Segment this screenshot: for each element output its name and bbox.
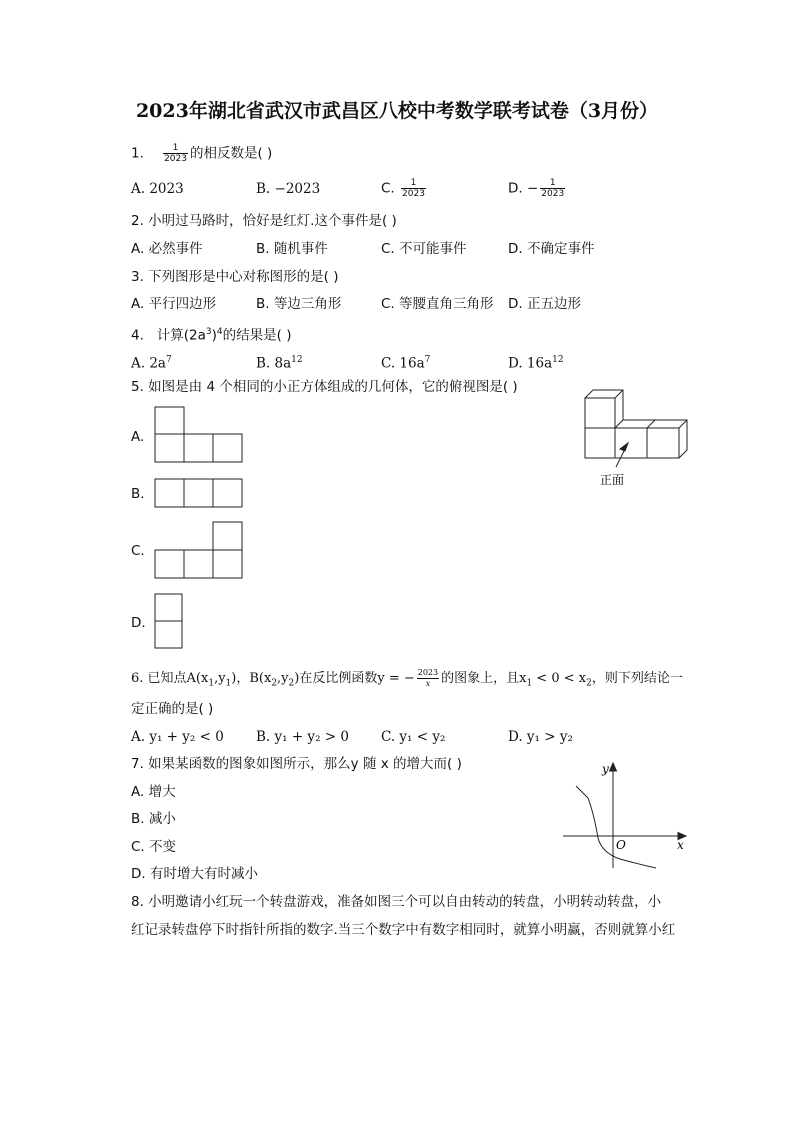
q6-option-a[interactable]: A. y₁ + y₂ < 0 xyxy=(131,729,224,745)
question-5: 5. 如图是由 4 个相同的小正方体组成的几何体，它的俯视图是( ) xyxy=(131,379,518,395)
q4-option-d[interactable]: D. $16a^{12}$ xyxy=(508,355,564,372)
q5-option-d[interactable]: D. xyxy=(131,615,146,631)
q1-option-b[interactable]: B. −2023 xyxy=(256,181,321,197)
question-4: 4. 计算$(2a^3)^4$的结果是( ) xyxy=(131,327,292,344)
question-6: 6. 已知点$A(x_1,y_1)$，$B(x_2,y_2)$在反比例函数y = − $\frac{2023}{x}$ 的图象上，且$x_1 < 0 < x_2$，则下列结论一 xyxy=(131,668,683,689)
q1-option-d[interactable]: D. − $\frac{1}{2023}$ xyxy=(508,178,565,199)
front-label: 正面 xyxy=(600,473,625,487)
q7-function-graph xyxy=(558,758,693,873)
question-8-line2: 红记录转盘停下时指针所指的数字.当三个数字中有数字相同时，就算小明赢，否则就算小红 xyxy=(131,922,676,938)
q5-option-b[interactable]: B. xyxy=(131,486,145,502)
axis-y-label: y xyxy=(602,762,609,776)
cube-solid-figure xyxy=(580,385,695,490)
axis-x-label: x xyxy=(677,838,684,852)
q5-option-c[interactable]: C. xyxy=(131,543,145,559)
q5-option-d-figure xyxy=(154,593,184,649)
question-number: 1. xyxy=(131,145,144,162)
q6-option-d[interactable]: D. y₁ > y₂ xyxy=(508,729,573,745)
q3-option-a[interactable]: A. 平行四边形 xyxy=(131,296,217,312)
origin-label: O xyxy=(616,838,626,852)
q7-option-b[interactable]: B. 减小 xyxy=(131,811,176,827)
q7-option-a[interactable]: A. 增大 xyxy=(131,784,176,800)
question-7: 7. 如果某函数的图象如图所示，那么y 随 x 的增大而( ) xyxy=(131,756,462,772)
q4-option-a[interactable]: A. $2a^7$ xyxy=(131,355,172,372)
q2-option-c[interactable]: C. 不可能事件 xyxy=(381,241,467,257)
question-text: 的相反数是( ) xyxy=(189,145,273,162)
q6-option-b[interactable]: B. y₁ + y₂ > 0 xyxy=(256,729,349,745)
q2-option-b[interactable]: B. 随机事件 xyxy=(256,241,328,257)
fraction: $\frac{1}{2023}$ xyxy=(164,143,187,164)
q3-option-d[interactable]: D. 正五边形 xyxy=(508,296,581,312)
question-6-line2: 定正确的是( ) xyxy=(131,701,214,717)
q5-option-a-figure xyxy=(154,406,246,464)
q4-option-c[interactable]: C. $16a^7$ xyxy=(381,355,431,372)
q2-option-a[interactable]: A. 必然事件 xyxy=(131,241,203,257)
q3-option-b[interactable]: B. 等边三角形 xyxy=(256,296,342,312)
q6-option-c[interactable]: C. y₁ < y₂ xyxy=(381,729,446,745)
q1-option-c[interactable]: C. $\frac{1}{2023}$ xyxy=(381,178,425,199)
q7-option-c[interactable]: C. 不变 xyxy=(131,839,177,855)
q5-option-c-figure xyxy=(154,521,246,579)
page-title: 2023年湖北省武汉市武昌区八校中考数学联考试卷（3月份） xyxy=(135,100,659,122)
q2-option-d[interactable]: D. 不确定事件 xyxy=(508,241,595,257)
q3-option-c[interactable]: C. 等腰直角三角形 xyxy=(381,296,494,312)
question-3: 3. 下列图形是中心对称图形的是( ) xyxy=(131,269,339,285)
question-2: 2. 小明过马路时，恰好是红灯.这个事件是( ) xyxy=(131,213,397,229)
q5-option-b-figure xyxy=(154,478,246,508)
q7-option-d[interactable]: D. 有时增大有时减小 xyxy=(131,866,258,882)
question-8: 8. 小明邀请小红玩一个转盘游戏，准备如图三个可以自由转动的转盘，小明转动转盘，小 xyxy=(131,894,662,910)
q5-option-a[interactable]: A. xyxy=(131,429,145,445)
q1-option-a[interactable]: A. 2023 xyxy=(131,181,184,197)
q4-option-b[interactable]: B. $8a^{12}$ xyxy=(256,355,303,372)
question-1 xyxy=(131,143,272,164)
